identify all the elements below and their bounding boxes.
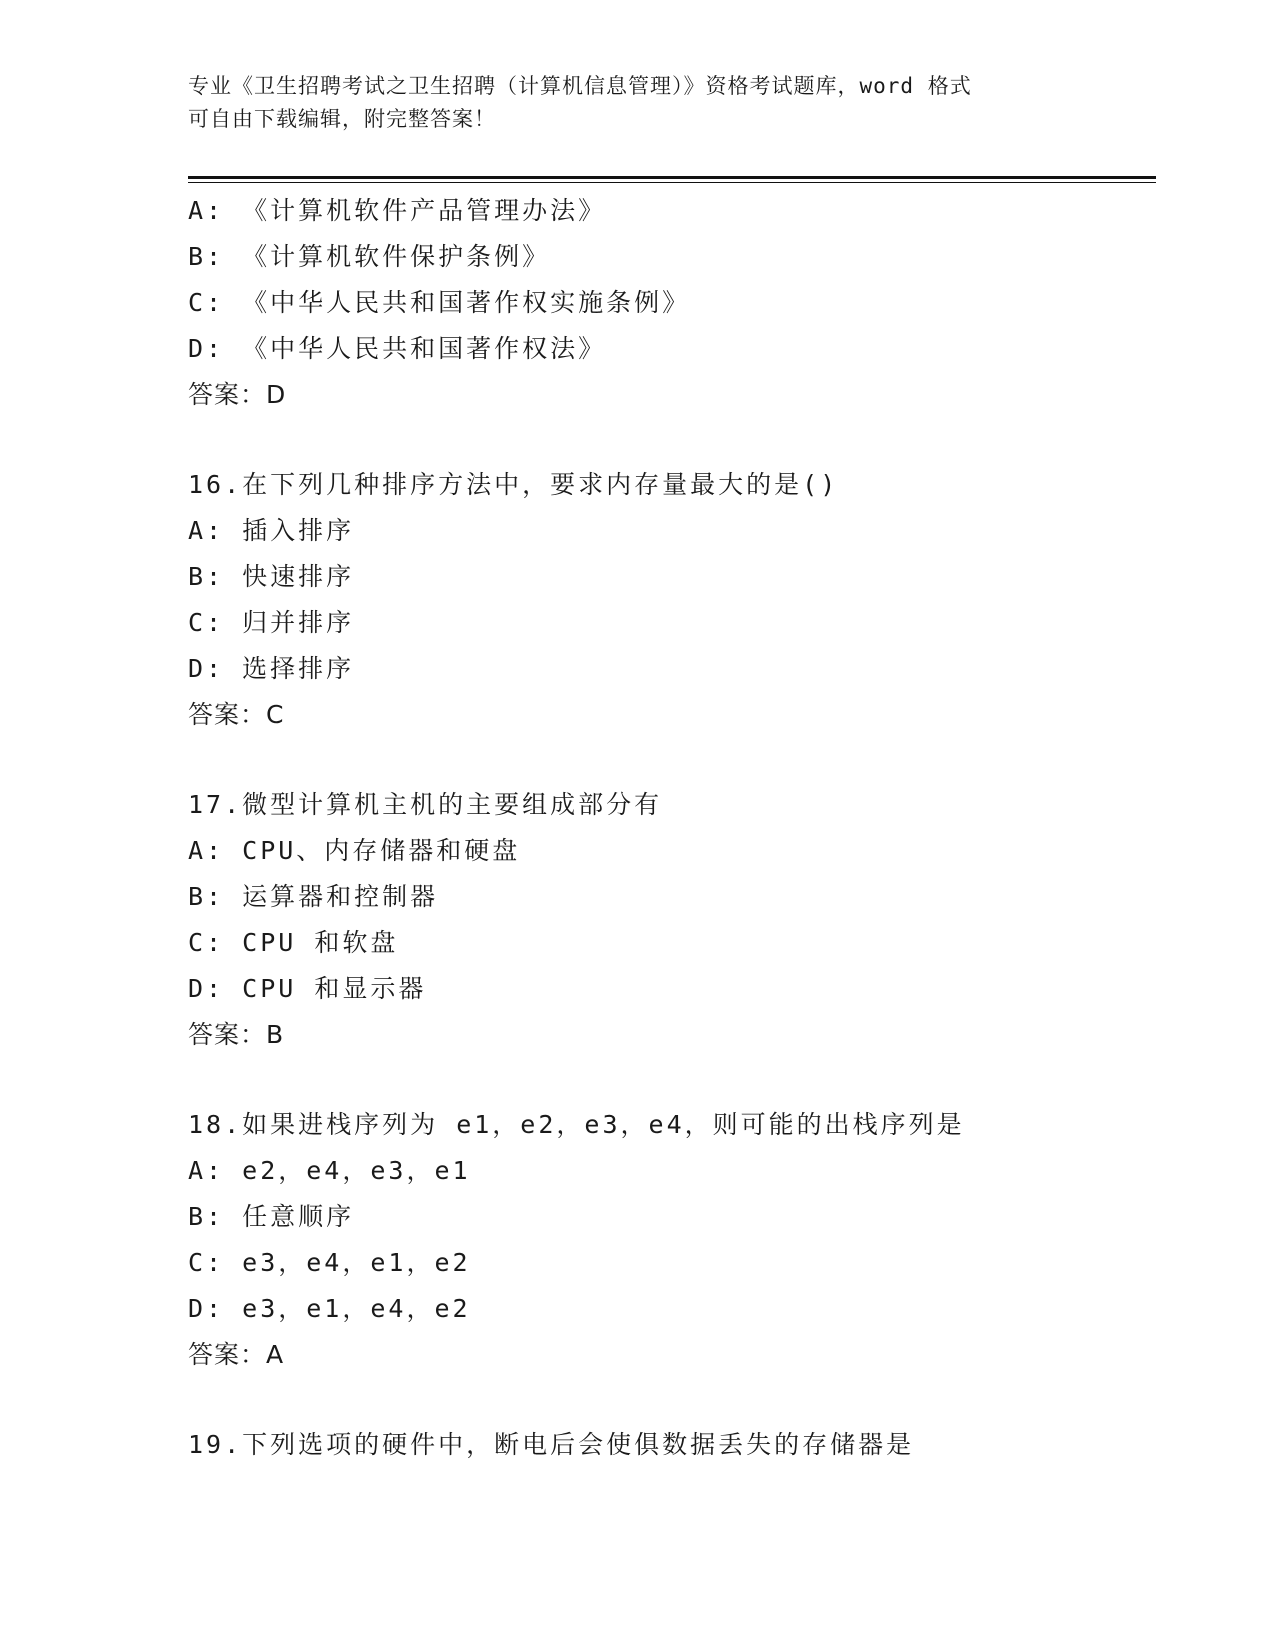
block-spacer bbox=[188, 1378, 1148, 1422]
option-a: A: 插入排序 bbox=[188, 516, 355, 545]
question-block bbox=[188, 188, 1148, 418]
option-a: A: e2，e4，e3，e1 bbox=[188, 1156, 471, 1185]
answer-line: 答案：C bbox=[188, 700, 285, 729]
option-b: B: 《计算机软件保护条例》 bbox=[188, 242, 551, 271]
option-a: A: 《计算机软件产品管理办法》 bbox=[188, 196, 607, 225]
question-block bbox=[188, 462, 1148, 738]
block-spacer bbox=[188, 418, 1148, 462]
option-d: D: 《中华人民共和国著作权法》 bbox=[188, 334, 607, 363]
question-block bbox=[188, 782, 1148, 1058]
question-text: 18.如果进栈序列为 e1，e2，e3，e4，则可能的出栈序列是 bbox=[188, 1110, 965, 1139]
question-list bbox=[188, 188, 1148, 1468]
answer-line: 答案：B bbox=[188, 1020, 285, 1049]
option-b: B: 快速排序 bbox=[188, 562, 355, 591]
block-spacer bbox=[188, 1058, 1148, 1102]
option-d: D: CPU 和显示器 bbox=[188, 974, 427, 1003]
question-text: 17.微型计算机主机的主要组成部分有 bbox=[188, 790, 663, 819]
option-d: D: e3，e1，e4，e2 bbox=[188, 1294, 471, 1323]
answer-line: 答案：D bbox=[188, 380, 287, 409]
header-line-2: 可自由下载编辑，附完整答案！ bbox=[188, 107, 496, 131]
question-block bbox=[188, 1422, 1148, 1468]
option-c: C: 归并排序 bbox=[188, 608, 355, 637]
option-c: C: e3，e4，e1，e2 bbox=[188, 1248, 471, 1277]
option-d: D: 选择排序 bbox=[188, 654, 355, 683]
header-line-1: 专业《卫生招聘考试之卫生招聘（计算机信息管理）》资格考试题库，word 格式 bbox=[188, 74, 972, 98]
question-text: 16.在下列几种排序方法中，要求内存量最大的是() bbox=[188, 470, 839, 499]
document-header bbox=[188, 70, 1068, 136]
option-b: B: 运算器和控制器 bbox=[188, 882, 439, 911]
header-rule-thick bbox=[188, 176, 1156, 179]
question-block bbox=[188, 1102, 1148, 1378]
option-b: B: 任意顺序 bbox=[188, 1202, 355, 1231]
option-c: C: CPU 和软盘 bbox=[188, 928, 399, 957]
option-c: C: 《中华人民共和国著作权实施条例》 bbox=[188, 288, 691, 317]
option-a: A: CPU、内存储器和硬盘 bbox=[188, 836, 521, 865]
answer-line: 答案：A bbox=[188, 1340, 285, 1369]
header-rule-thin bbox=[188, 182, 1156, 183]
block-spacer bbox=[188, 738, 1148, 782]
question-text: 19.下列选项的硬件中，断电后会使俱数据丢失的存储器是 bbox=[188, 1430, 915, 1459]
